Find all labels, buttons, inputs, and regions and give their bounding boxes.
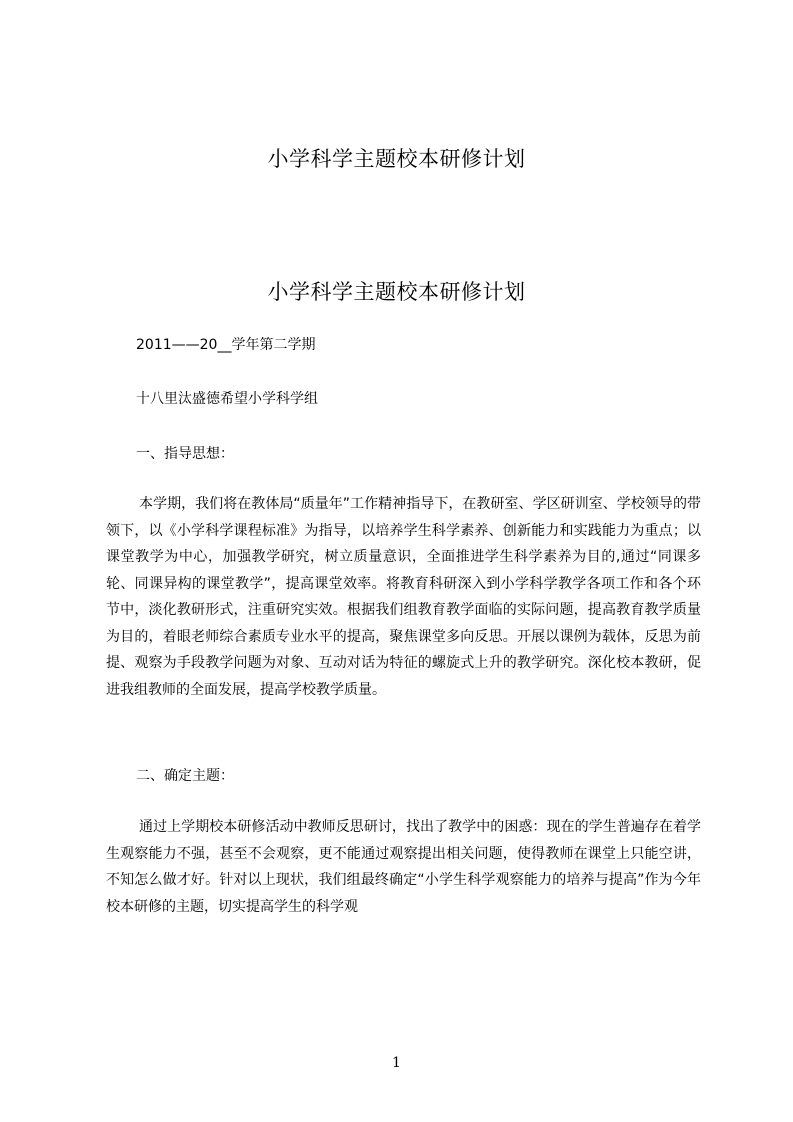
document-title: 小学科学主题校本研修计划 bbox=[267, 280, 526, 304]
section-body-guiding-thought: 本学期，我们将在教体局“质量年”工作精神指导下，在教研室、学区研训室、学校领导的带领下，以《小学科学课程标准》为指导，以培养学生科学素养、创新能力和实践能力为重点；以课堂教学为中心，加强教学研究，树立质量意识，全面推进学生科学素养为目的,通过“同课多轮、同课异构的课堂教学”，提高课堂效率。将教育科研深入到小学科学教学各项工作和各个环节中，淡化教研形式，注重研究实效。根据我们组教育教学面临的实际问题，提高教育教学质量为目的，着眼老师综合素质专业水平的提高，聚焦课堂多向反思。开展以课例为载体，反思为前提、观察为手段教学问题为对象、互动对话为特征的螺旋式上升的教学研究。深化校本教研，促进我组教师的全面发展，提高学校教学质量。 bbox=[106, 496, 701, 698]
section-heading-guiding-thought: 一、指导思想： bbox=[136, 446, 234, 462]
section-heading-topic: 二、确定主题： bbox=[136, 768, 234, 784]
page-number: 1 bbox=[392, 1055, 401, 1071]
header-title: 小学科学主题校本研修计划 bbox=[267, 147, 526, 171]
section-body-topic: 通过上学期校本研修活动中教师反思研讨，找出了教学中的困惑：现在的学生普遍存在着学生观察能力不强，甚至不会观察，更不能通过观察提出相关问题，使得教师在课堂上只能空讲，不知怎么做才好。针对以上现状，我们组最终确定“小学生科学观察能力的培养与提高”作为今年校本研修的主题，切实提高学生的科学观 bbox=[106, 819, 701, 915]
term-line: 2011——20__学年第二学期 bbox=[136, 337, 316, 353]
group-line: 十八里汰盛德希望小学科学组 bbox=[136, 391, 318, 407]
